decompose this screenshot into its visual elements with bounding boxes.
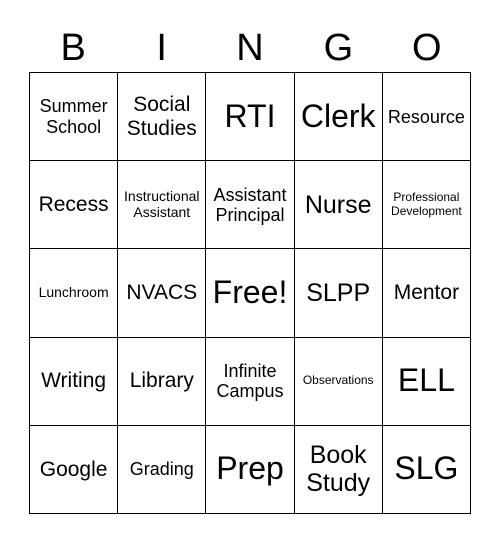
cell-label: ELL: [397, 362, 455, 399]
cell-label: Recess: [38, 193, 109, 217]
cell-label: RTI: [224, 97, 276, 134]
bingo-cell[interactable]: [30, 338, 118, 426]
bingo-cell[interactable]: [295, 73, 383, 161]
bingo-cell[interactable]: [118, 161, 206, 249]
bingo-cell[interactable]: [30, 73, 118, 161]
bingo-cell[interactable]: [118, 338, 206, 426]
bingo-cell[interactable]: [295, 426, 383, 514]
bingo-cell[interactable]: [383, 426, 471, 514]
cell-label: Mentor: [393, 281, 460, 305]
bingo-cell[interactable]: [118, 426, 206, 514]
cell-label: Nurse: [304, 190, 372, 219]
cell-label: SLPP: [306, 278, 371, 307]
bingo-cell[interactable]: [383, 73, 471, 161]
cell-label: NVACS: [126, 281, 198, 305]
cell-label: Grading: [129, 459, 194, 480]
cell-label: Clerk: [300, 97, 376, 134]
bingo-cell[interactable]: [295, 338, 383, 426]
cell-label: SLG: [394, 450, 459, 487]
header-letter-g: G: [323, 27, 354, 69]
bingo-cell[interactable]: [118, 73, 206, 161]
cell-label: Professional Development: [391, 190, 462, 218]
header-letter-i: I: [156, 27, 167, 69]
bingo-cell[interactable]: [383, 338, 471, 426]
bingo-cell[interactable]: [295, 161, 383, 249]
bingo-cell[interactable]: [206, 73, 294, 161]
cell-label: Lunchroom: [38, 284, 109, 301]
bingo-cell[interactable]: [118, 249, 206, 337]
bingo-cell[interactable]: [206, 161, 294, 249]
cell-label: Observations: [302, 373, 374, 388]
cell-label: Google: [39, 457, 108, 481]
bingo-cell[interactable]: [206, 338, 294, 426]
bingo-cell[interactable]: [295, 249, 383, 337]
bingo-cell[interactable]: [383, 249, 471, 337]
bingo-header: [29, 24, 471, 72]
header-letter-b: B: [60, 27, 86, 69]
cell-label: Prep: [216, 450, 284, 487]
bingo-cell free-space[interactable]: [206, 249, 294, 337]
cell-label: Book Study: [306, 441, 371, 498]
bingo-cell[interactable]: [30, 161, 118, 249]
cell-label: Assistant Principal: [213, 184, 287, 225]
bingo-cell[interactable]: [30, 426, 118, 514]
bingo-cell[interactable]: [206, 426, 294, 514]
cell-label: Writing: [41, 369, 107, 393]
bingo-board: [29, 72, 471, 514]
cell-label: Free!: [212, 274, 288, 311]
cell-label: Infinite Campus: [216, 361, 284, 402]
header-letter-n: N: [236, 27, 264, 69]
bingo-cell[interactable]: [383, 161, 471, 249]
header-letter-o: O: [412, 27, 442, 69]
cell-label: Summer School: [39, 96, 108, 137]
cell-label: Resource: [387, 106, 465, 127]
bingo-cell[interactable]: [30, 249, 118, 337]
cell-label: Library: [129, 369, 194, 393]
cell-label: Social Studies: [126, 93, 197, 140]
cell-label: Instructional Assistant: [124, 188, 200, 220]
